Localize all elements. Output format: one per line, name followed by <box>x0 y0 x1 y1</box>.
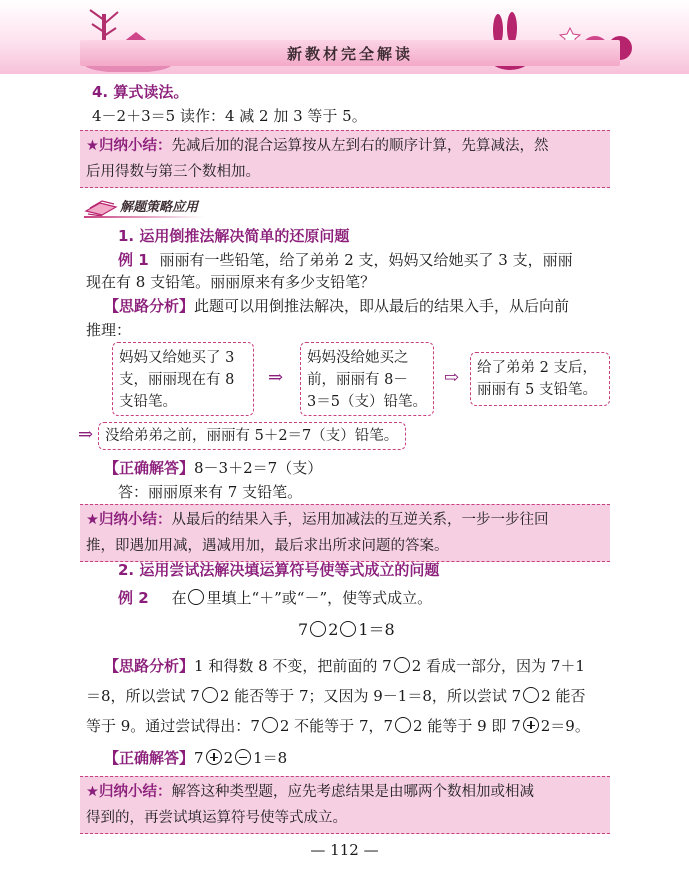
summary-text: 从最后的结果入手，运用加减法的互逆关系，一步一步往回 <box>171 512 549 528</box>
analysis-text: 2 能否 <box>541 687 586 705</box>
flow-box-2 <box>300 342 434 416</box>
empty-circle <box>395 717 411 733</box>
equation <box>298 620 395 640</box>
example-1-text: 丽丽有一些铅笔，给了弟弟 2 支，妈妈又给她买了 3 支，丽丽 <box>159 251 573 269</box>
strategy-1-title: 1. 运用倒推法解决简单的还原问题 <box>118 227 350 245</box>
equation-number: 1＝8 <box>358 620 395 639</box>
analysis-text: 1 和得数 8 不变，把前面的 7 <box>194 657 392 675</box>
example-2-label: 例 2 <box>118 589 149 607</box>
section-4-body: 4－2＋3＝5 读作：4 减 2 加 3 等于 5。 <box>92 107 367 125</box>
answer-label: 【正确解答】 <box>104 459 195 477</box>
analysis-label: 【思路分析】 <box>104 297 195 315</box>
minus-circle-icon <box>235 749 251 765</box>
summary-box-2 <box>80 504 610 562</box>
summary-label: ★归纳小结： <box>86 138 172 154</box>
flow-line: 前，丽丽有 8－ <box>307 372 408 388</box>
book-icon <box>84 195 118 217</box>
summary-text: 得到的，再尝试填运算符号使等式成立。 <box>86 810 347 826</box>
example-2-pre: 在 <box>171 589 187 607</box>
empty-circle <box>340 621 356 637</box>
header-title: 新教材完全解读 <box>286 45 413 63</box>
empty-circle <box>394 657 410 673</box>
analysis-text: 2 不能等于 7，7 <box>279 717 394 735</box>
analysis-text: 2 看成一部分，因为 7＋1 <box>411 657 585 675</box>
equation-number: 2 <box>328 620 339 639</box>
flow-line: 支铅笔。 <box>119 394 177 410</box>
analysis-text: ＝8，所以尝试 7 <box>86 687 200 705</box>
analysis-text: 2 能否等于 7；又因为 9－1＝8，所以尝试 7 <box>219 687 522 705</box>
equation-number: 7 <box>298 620 309 639</box>
analysis-text: 此题可以用倒推法解决，即从最后的结果入手，从后向前 <box>194 297 570 315</box>
flow-arrow-3: ⇒ <box>78 424 94 445</box>
flow-arrow-2: ⇨ <box>444 367 460 388</box>
empty-circle <box>262 717 278 733</box>
answer-number: 1＝8 <box>253 749 288 767</box>
summary-text: 推，即遇加用减，遇减用加，最后求出所求问题的答案。 <box>86 538 449 554</box>
empty-circle <box>202 687 218 703</box>
section-4-title: 4. 算式读法。 <box>92 83 189 101</box>
empty-circle <box>188 589 204 605</box>
flow-box-1 <box>112 342 254 416</box>
answer-reply: 答：丽丽原来有 7 支铅笔。 <box>118 483 303 501</box>
summary-text: 先减后加的混合运算按从左到右的顺序计算，先算减法，然 <box>171 138 549 154</box>
summary-label: ★归纳小结： <box>86 784 172 800</box>
flow-line: 3＝5（支）铅笔。 <box>307 394 427 410</box>
flow-line: 给了弟弟 2 支后， <box>477 360 597 376</box>
flow-line: 丽丽有 5 支铅笔。 <box>477 382 597 398</box>
strategy-2-title: 2. 运用尝试法解决填运算符号使等式成立的问题 <box>118 561 440 579</box>
example-1-text-cont: 现在有 8 支铅笔。丽丽原来有多少支铅笔？ <box>86 273 376 291</box>
analysis-label: 【思路分析】 <box>104 657 195 675</box>
answer-number: 2 <box>223 749 234 767</box>
summary-box-3 <box>80 776 610 834</box>
summary-label: ★归纳小结： <box>86 512 172 528</box>
strategy-underline <box>84 216 204 218</box>
flow-box-3 <box>470 352 610 406</box>
flow-arrow-1: ⇒ <box>268 367 284 388</box>
plus-circle-icon <box>206 749 222 765</box>
example-1-label: 例 1 <box>118 251 149 269</box>
flow-line: 妈妈没给她买之 <box>307 350 409 366</box>
empty-circle <box>523 687 539 703</box>
flow-line: 支，丽丽现在有 8 <box>119 372 235 388</box>
summary-box-1 <box>80 130 610 188</box>
example-2-post: 里填上“＋”或“－”，使等式成立。 <box>206 589 433 607</box>
flow-box-4: 没给弟弟之前，丽丽有 5＋2＝7（支）铅笔。 <box>98 422 406 450</box>
summary-text: 解答这种类型题，应先考虑结果是由哪两个数相加或相减 <box>171 784 534 800</box>
plus-circle-icon <box>523 717 539 733</box>
answer-label: 【正确解答】 <box>104 749 195 767</box>
analysis-text: 等于 9。通过尝试得出：7 <box>86 717 260 735</box>
analysis-text: 2 能等于 9 即 7 <box>413 717 521 735</box>
empty-circle <box>310 621 326 637</box>
analysis-text-cont: 推理： <box>86 321 132 339</box>
page-number: — 112 — <box>310 841 379 859</box>
strategy-heading: 解题策略应用 <box>120 200 199 215</box>
summary-text: 后用得数与第三个数相加。 <box>86 164 260 180</box>
analysis-text: 2＝9。 <box>540 717 590 735</box>
flow-line: 妈妈又给她买了 3 <box>119 350 235 366</box>
answer-expression: 8－3＋2＝7（支） <box>194 459 323 477</box>
answer-number: 7 <box>194 749 204 767</box>
